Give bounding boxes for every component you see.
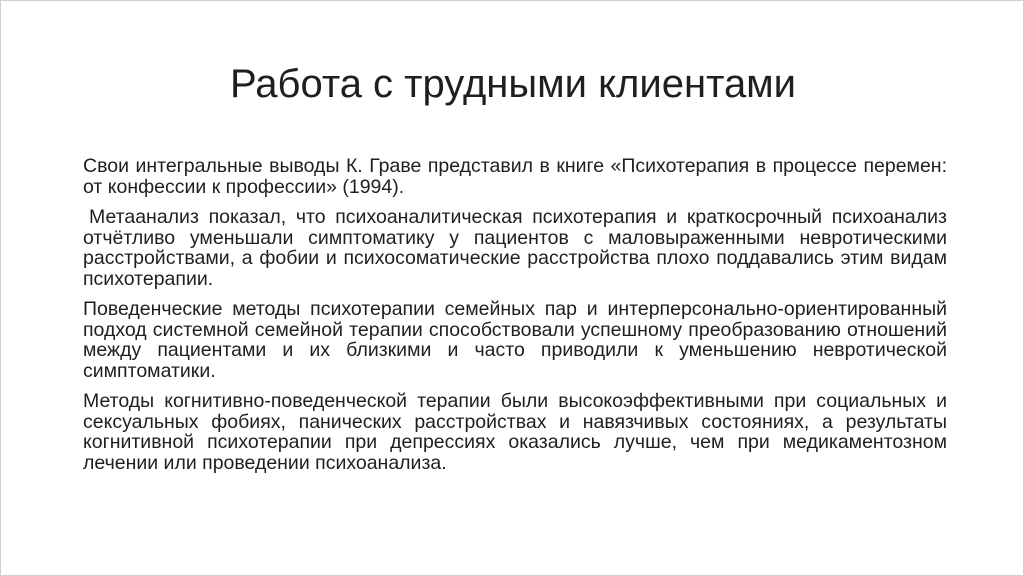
paragraph-4: Методы когнитивно-поведенческой терапии были высокоэффективными при социальных и сексуальных фобиях, панических расстройствах и навязчивых состояниях, а результаты когнитивной психотерапии при депрессиях оказались лучше, чем при медикаментозном лечении или проведении психоанализа. xyxy=(83,390,947,474)
slide-body xyxy=(83,156,947,483)
paragraph-2: Метаанализ показал, что психоаналитическая психотерапия и краткосрочный психоанализ отчётливо уменьшали симптоматику у пациентов с маловыраженными невротическими расстройствами, а фобии и психосоматические расстройства плохо поддавались этим видам психотерапии. xyxy=(83,206,947,290)
paragraph-3: Поведенческие методы психотерапии семейных пар и интерперсонально-ориентированный подход системной семейной терапии способствовали успешному преобразованию отношений между пациентами и их близкими и часто приводили к уменьшению невротической симптоматики. xyxy=(83,298,947,382)
slide-title: Работа с трудными клиентами xyxy=(229,62,797,106)
paragraph-1: Свои интегральные выводы К. Граве представил в книге «Психотерапия в процессе перемен: от конфессии к профессии» (1994). xyxy=(83,155,947,198)
